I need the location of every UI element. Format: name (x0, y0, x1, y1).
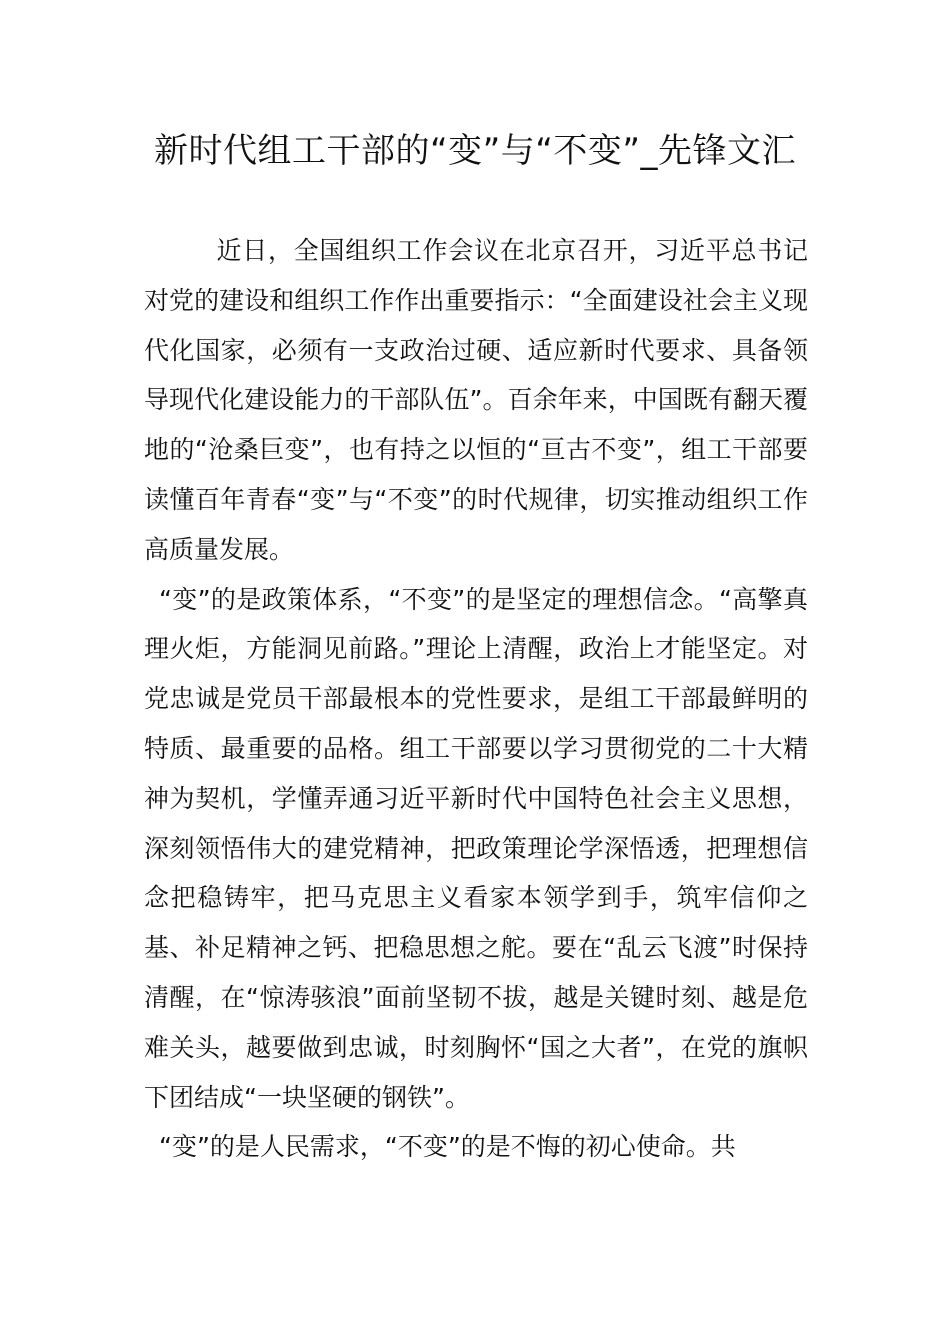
paragraph-intro: 近日，全国组织工作会议在北京召开，习近平总书记对党的建设和组织工作作出重要指示：“全面建设社会主义现代化国家，必须有一支政治过硬、适应新时代要求、具备领导现代化建设能力的干部队伍”。百余年来，中国既有翻天覆地的“沧桑巨变”，也有持之以恒的“亘古不变”，组工干部要读懂百年青春“变”与“不变”的时代规律，切实推动组织工作高质量发展。 (144, 236, 808, 564)
paragraph-mission: “变”的是人民需求，“不变”的是不悔的初心使命。共 (159, 1132, 736, 1162)
document-title: 新时代组工干部的“变”与“不变”_先锋文汇 (154, 131, 796, 171)
paragraph-ideals: “变”的是政策体系，“不变”的是坚定的理想信念。“高擎真理火炬，方能洞见前路。”理论上清醒，政治上才能坚定。对党忠诚是党员干部最根本的党性要求，是组工干部最鲜明的特质、最重要的品格。组工干部要以学习贯彻党的二十大精神为契机，学懂弄通习近平新时代中国特色社会主义思想，深刻领悟伟大的建党精神，把政策理论学深悟透，把理想信念把稳铸牢，把马克思主义看家本领学到手，筑牢信仰之基、补足精神之钙、把稳思想之舵。要在“乱云飞渡”时保持清醒，在“惊涛骇浪”面前坚韧不拔，越是关键时刻、越是危难关头，越要做到忠诚，时刻胸怀“国之大者”，在党的旗帜下团结成“一块坚硬的钢铁”。 (144, 584, 808, 1112)
document-body (144, 226, 808, 1172)
